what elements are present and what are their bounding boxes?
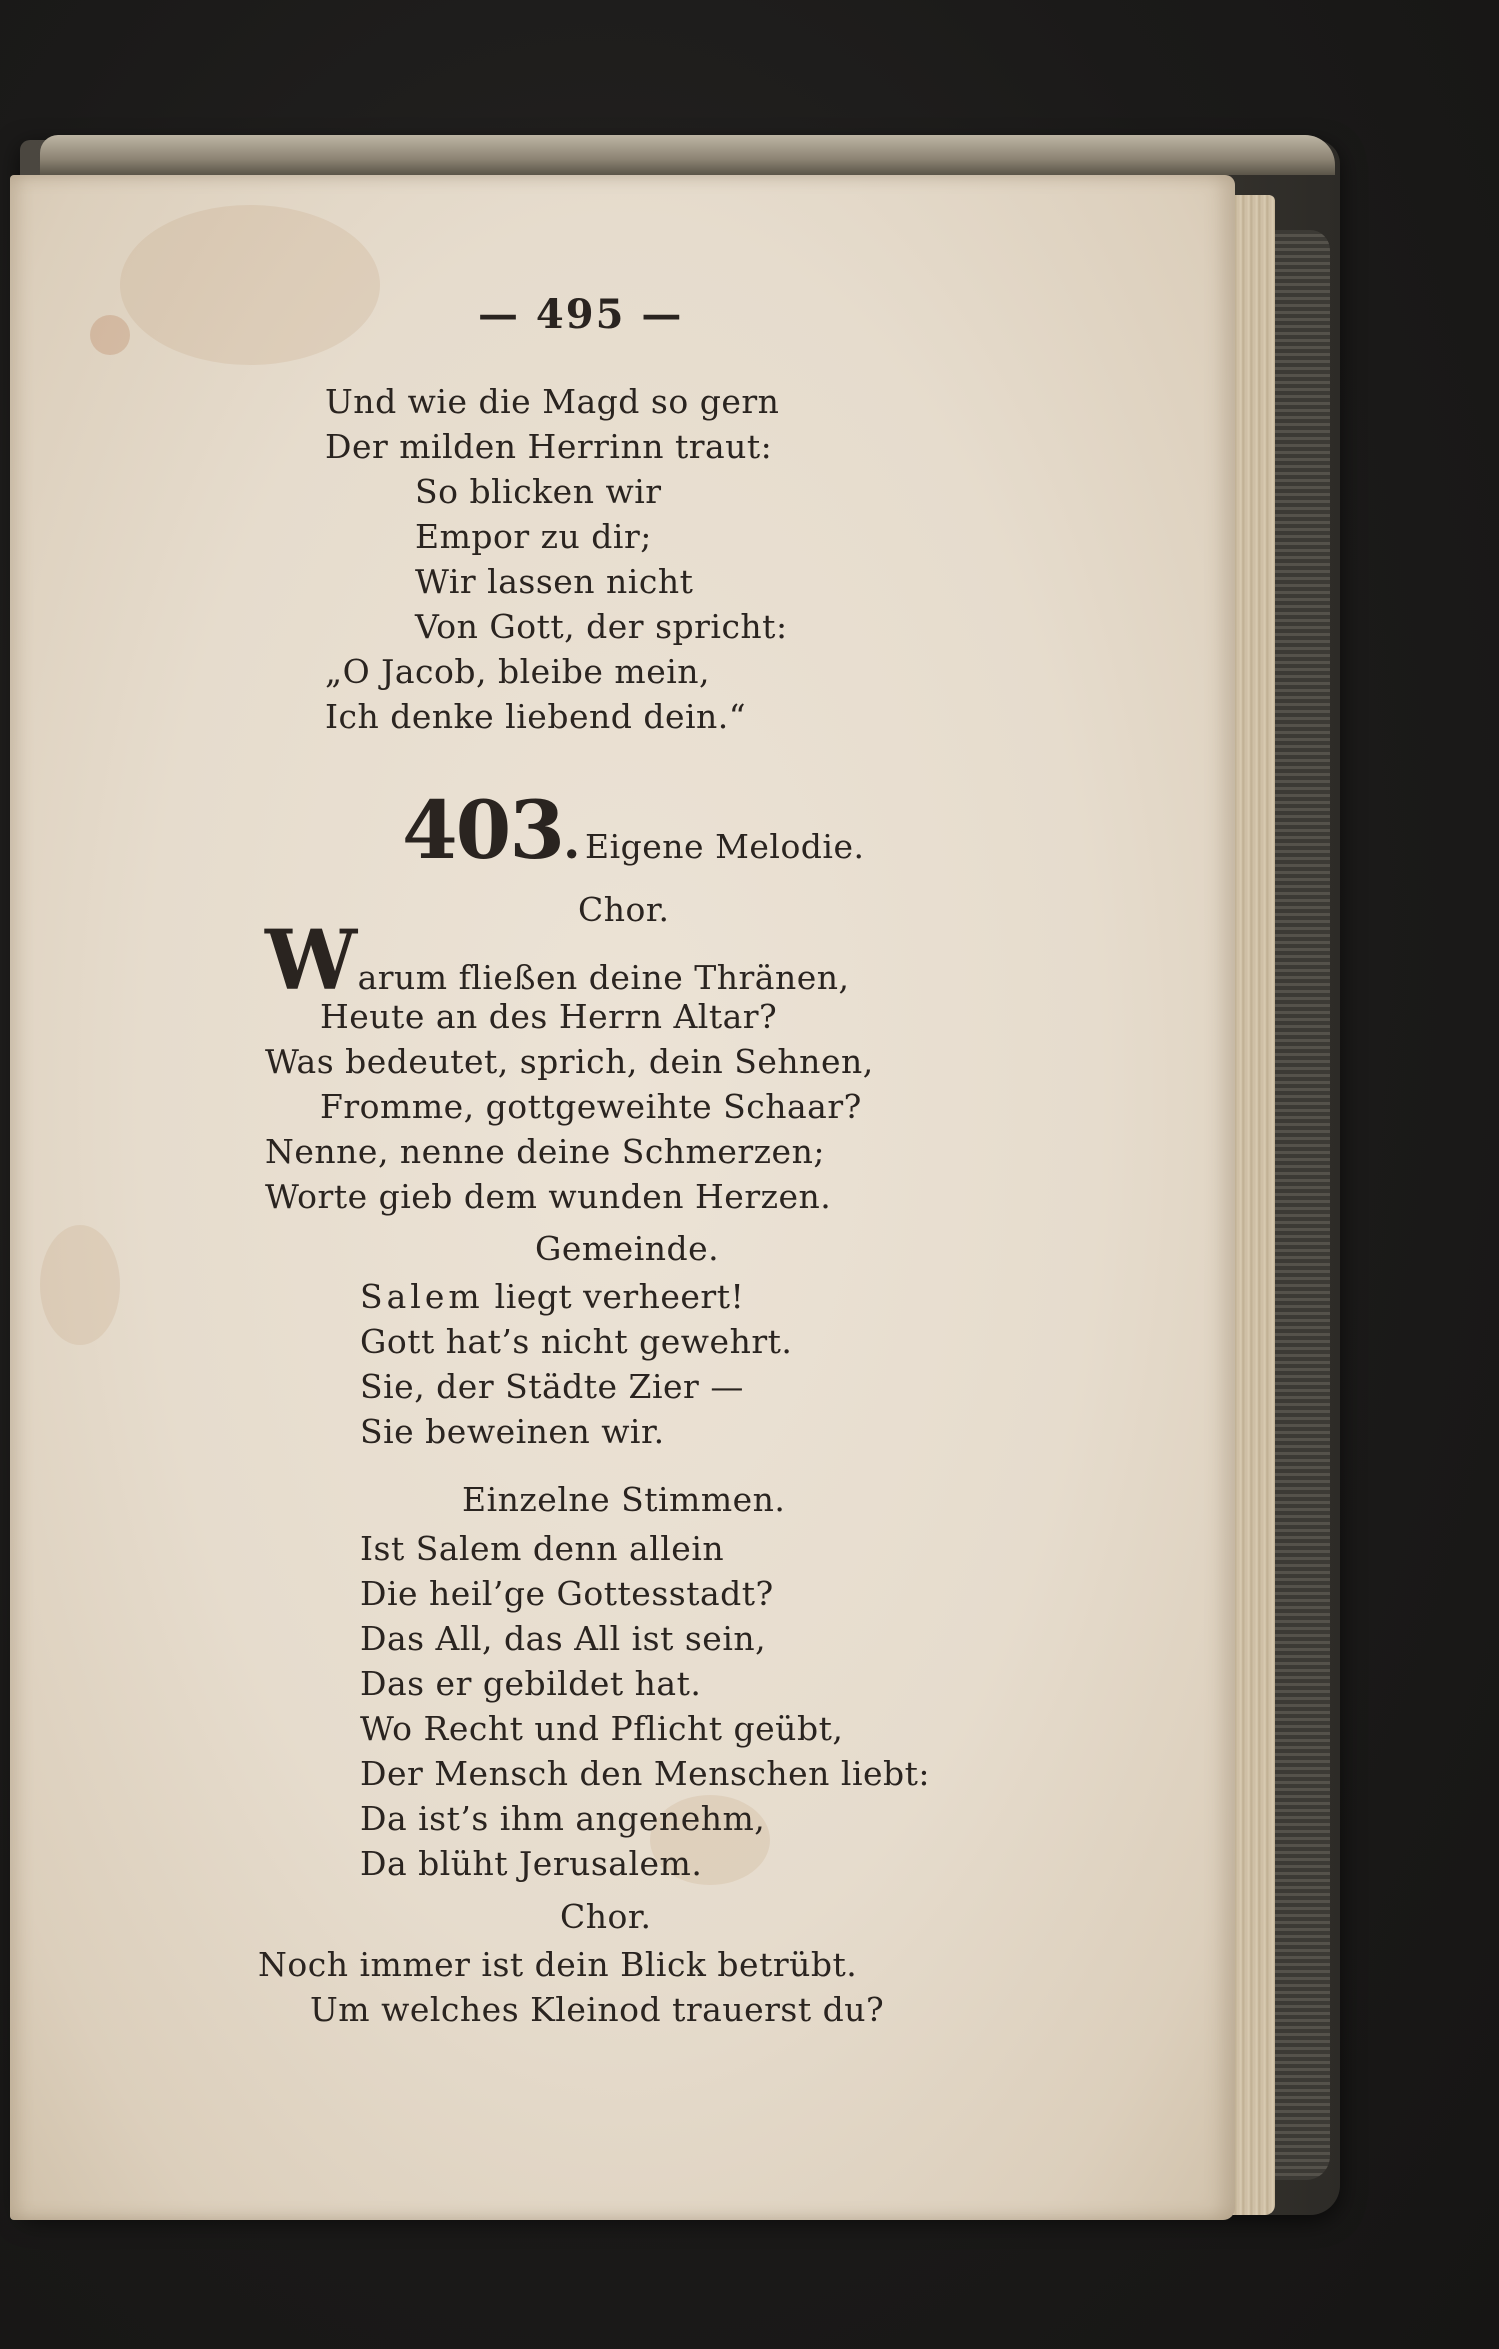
verse-line: Empor zu dir;: [415, 517, 652, 556]
stimmen-line: Das er gebildet hat.: [360, 1664, 702, 1703]
verse-line: Der milden Herrinn traut:: [325, 427, 773, 466]
stimmen-line: Der Mensch den Menschen liebt:: [360, 1754, 931, 1793]
verse-line: Ich denke liebend dein.“: [325, 697, 747, 736]
verse-line: Und wie die Magd so gern: [325, 382, 780, 421]
chor2-line: Noch immer ist dein Blick betrübt.: [258, 1945, 858, 1984]
chor-line: Was bedeutet, sprich, dein Sehnen,: [265, 1042, 874, 1081]
hymn-number: [402, 783, 579, 877]
gemeinde-first-line-text: liegt verheert!: [483, 1277, 745, 1316]
verse-line: Wir lassen nicht: [415, 562, 694, 601]
section-heading-chor-2: Chor.: [560, 1897, 652, 1936]
stimmen-line: Ist Salem denn allein: [360, 1529, 725, 1568]
gemeinde-spaced-word: Salem: [360, 1277, 484, 1316]
drop-cap: W: [265, 913, 358, 1009]
section-heading-gemeinde: Gemeinde.: [535, 1229, 720, 1268]
verse-line: Von Gott, der spricht:: [415, 607, 788, 646]
chor-first-line: [265, 913, 850, 1009]
stimmen-line: Da ist’s ihm angenehm,: [360, 1799, 766, 1838]
chor2-line: Um welches Kleinod trauerst du?: [310, 1990, 885, 2029]
chor-line: Nenne, nenne deine Schmerzen;: [265, 1132, 825, 1171]
stimmen-line: Die heil’ge Gottesstadt?: [360, 1574, 774, 1613]
page-number: — 495 —: [478, 291, 684, 338]
gemeinde-line: Sie, der Städte Zier —: [360, 1367, 744, 1406]
verse-line: So blicken wir: [415, 472, 662, 511]
chor-line: Worte gieb dem wunden Herzen.: [265, 1177, 832, 1216]
gemeinde-line: Sie beweinen wir.: [360, 1412, 665, 1451]
chor-line: Fromme, gottgeweihte Schaar?: [320, 1087, 862, 1126]
chor-first-line-text: arum fließen deine Thränen,: [357, 958, 850, 997]
verse-line: „O Jacob, bleibe mein,: [325, 652, 711, 691]
section-heading-chor: Chor.: [578, 890, 670, 929]
gemeinde-first-line: [360, 1277, 745, 1316]
stimmen-line: Das All, das All ist sein,: [360, 1619, 767, 1658]
hymn-number-digits: 403: [402, 783, 563, 877]
stimmen-line: Wo Recht und Pflicht geübt,: [360, 1709, 844, 1748]
stimmen-line: Da blüht Jerusalem.: [360, 1844, 703, 1883]
melody-label: Eigene Melodie.: [585, 827, 865, 866]
section-heading-stimmen: Einzelne Stimmen.: [462, 1480, 786, 1519]
gemeinde-line: Gott hat’s nicht gewehrt.: [360, 1322, 793, 1361]
chor-line: Heute an des Herrn Altar?: [320, 997, 778, 1036]
hymn-number-dot: .: [563, 811, 579, 870]
